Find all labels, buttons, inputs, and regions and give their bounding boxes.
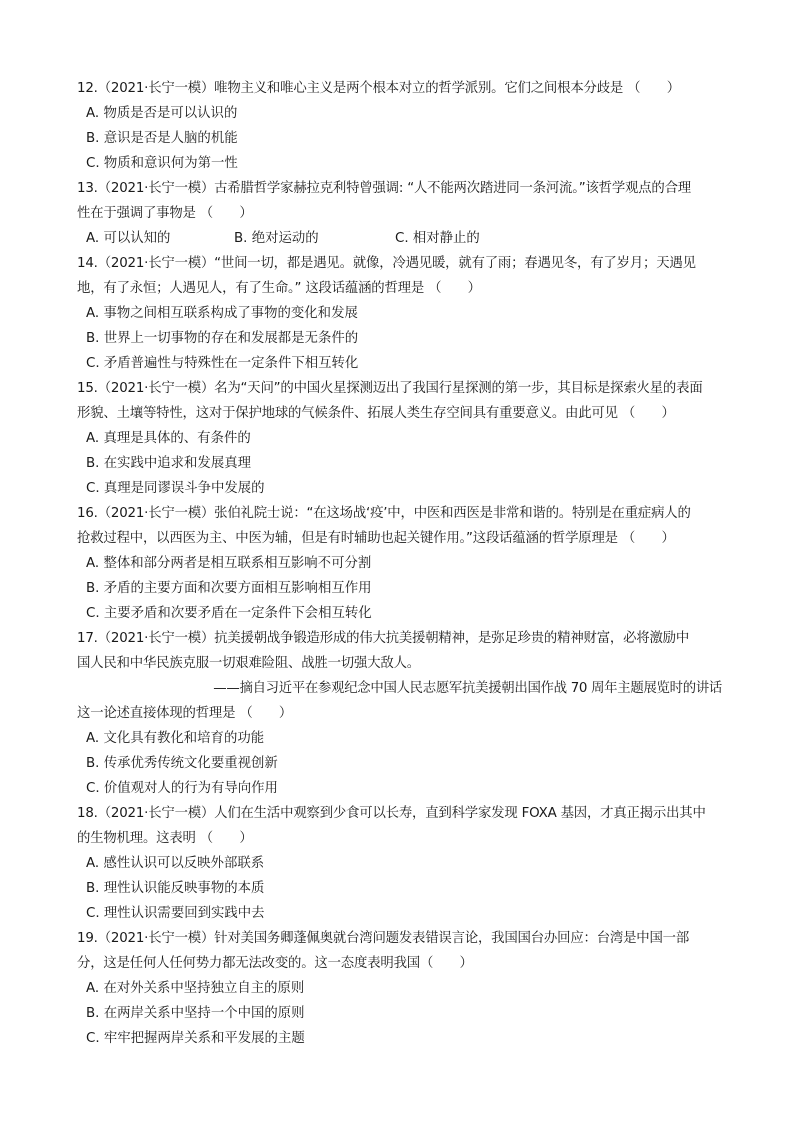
question-16 [77, 501, 722, 626]
option-b: B. 在两岸关系中坚持一个中国的原则 [86, 1006, 305, 1021]
quote-source: ——摘自习近平在参观纪念中国人民志愿军抗美援朝出国作战 70 周年主题展览时的讲话 [213, 681, 722, 696]
option-b: B. 在实践中追求和发展真理 [86, 456, 251, 471]
question-stem-line: 18.（2021·长宁一模）人们在生活中观察到少食可以长寿，直到科学家发现 FOXA 基因，才真正揭示出其中 [77, 806, 706, 821]
option-b: B. 矛盾的主要方面和次要方面相互影响相互作用 [86, 581, 372, 596]
question-19 [77, 926, 722, 1051]
question-18 [77, 801, 722, 926]
option-c: C. 主要矛盾和次要矛盾在一定条件下会相互转化 [86, 606, 372, 621]
option-c: C. 价值观对人的行为有导向作用 [86, 781, 278, 796]
question-stem-line: 地，有了永恒；人遇见人，有了生命。” 这段话蕴涵的哲理是 （ ） [77, 281, 481, 296]
option-c: C. 理性认识需要回到实践中去 [86, 906, 265, 921]
question-stem-line: 性在于强调了事物是 （ ） [77, 206, 253, 221]
options-row [77, 226, 722, 251]
question-stem-line: 12.（2021·长宁一模）唯物主义和唯心主义是两个根本对立的哲学派别。它们之间根本分歧是 （ ） [77, 81, 680, 96]
question-12 [77, 76, 722, 176]
question-17 [77, 626, 722, 801]
question-stem-line: 19.（2021·长宁一模）针对美国务卿蓬佩奥就台湾问题发表错误言论，我国国台办回应：台湾是中国一部 [77, 931, 690, 946]
question-stem-line: 13.（2021·长宁一模）古希腊哲学家赫拉克利特曾强调: “人不能两次踏进同一条河流。”该哲学观点的合理 [77, 181, 691, 196]
question-stem-line: 抢救过程中，以西医为主、中医为辅，但是有时辅助也起关键作用。”这段话蕴涵的哲学原理是 （ ） [77, 531, 675, 546]
option-c: C. 物质和意识何为第一性 [86, 156, 238, 171]
question-13 [77, 176, 722, 251]
option-b: B. 绝对运动的 [234, 231, 319, 246]
question-stem-line: 国人民和中华民族克服一切艰难险阻、战胜一切强大敌人。 [77, 656, 420, 671]
option-a: A. 可以认知的 [86, 231, 171, 246]
option-b: B. 世界上一切事物的存在和发展都是无条件的 [86, 331, 359, 346]
question-14 [77, 251, 722, 376]
option-b: B. 意识是否是人脑的机能 [86, 131, 238, 146]
option-a: A. 在对外关系中坚持独立自主的原则 [86, 981, 305, 996]
question-stem-line: 形貌、土壤等特性，这对于保护地球的气候条件、拓展人类生存空间具有重要意义。由此可见 （ ） [77, 406, 675, 421]
option-b: B. 理性认识能反映事物的本质 [86, 881, 265, 896]
option-c: C. 牢牢把握两岸关系和平发展的主题 [86, 1031, 305, 1046]
option-c: C. 矛盾普遍性与特殊性在一定条件下相互转化 [86, 356, 359, 371]
option-a: A. 物质是否是可以认识的 [86, 106, 238, 121]
option-a: A. 真理是具体的、有条件的 [86, 431, 251, 446]
question-stem-line: 17.（2021·长宁一模）抗美援朝战争锻造形成的伟大抗美援朝精神，是弥足珍贵的精神财富，必将激励中 [77, 631, 690, 646]
question-stem-line: 15.（2021·长宁一模）名为“天问”的中国火星探测迈出了我国行星探测的第一步，其目标是探索火星的表面 [77, 381, 703, 396]
option-b: B. 传承优秀传统文化要重视创新 [86, 756, 278, 771]
question-stem-line: 14.（2021·长宁一模）“世间一切，都是遇见。就像，冷遇见暖，就有了雨；春遇见冬，有了岁月；天遇见 [77, 256, 696, 271]
question-stem-line: 的生物机理。这表明 （ ） [77, 831, 253, 846]
option-a: A. 事物之间相互联系构成了事物的变化和发展 [86, 306, 358, 321]
question-stem-line: 这一论述直接体现的哲理是 （ ） [77, 706, 293, 721]
option-a: A. 文化具有教化和培育的功能 [86, 731, 265, 746]
question-sheet [77, 76, 722, 1051]
question-stem-line: 分，这是任何人任何势力都无法改变的。这一态度表明我国（ ） [77, 956, 473, 971]
option-c: C. 真理是同谬误斗争中发展的 [86, 481, 265, 496]
question-stem-line: 16.（2021·长宁一模）张伯礼院士说：“在这场战‘疫’中，中医和西医是非常和谐的。特别是在重症病人的 [77, 506, 691, 521]
question-15 [77, 376, 722, 501]
option-c: C. 相对静止的 [395, 231, 480, 246]
option-a: A. 整体和部分两者是相互联系相互影响不可分割 [86, 556, 372, 571]
option-a: A. 感性认识可以反映外部联系 [86, 856, 265, 871]
